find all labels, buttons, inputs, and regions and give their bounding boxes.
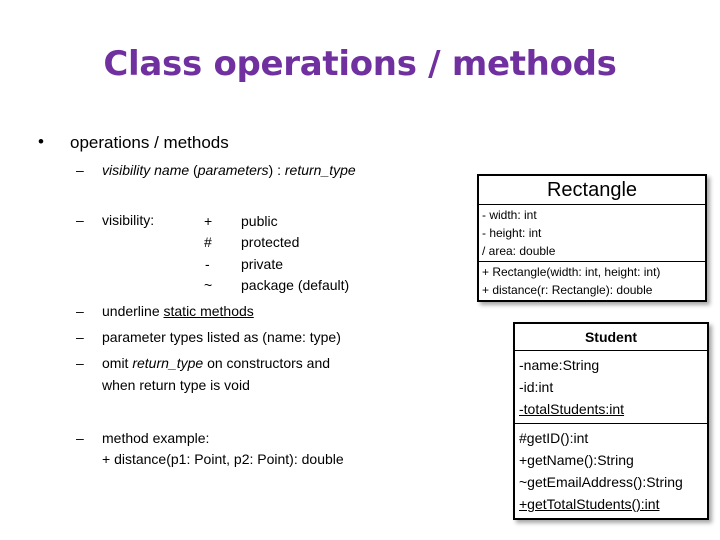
uml-class-name: Student	[584, 329, 638, 345]
syntax-visibility: visibility	[102, 162, 151, 178]
method-example-label: method example:	[102, 430, 210, 446]
bullet-marker: •	[38, 132, 44, 151]
syntax-name: name	[154, 162, 190, 178]
uml-attribute: - height: int	[482, 226, 542, 240]
slide-title: Class operations / methods	[103, 44, 617, 84]
uml-operation-static: +getTotalStudents():int	[519, 496, 660, 512]
uml-attribute: / area: double	[482, 244, 556, 258]
underline-line	[102, 303, 254, 319]
uml-attribute: -id:int	[519, 379, 554, 395]
uml-class-rectangle	[477, 174, 707, 302]
omit-prefix: omit	[102, 355, 129, 371]
vis-symbol-protected: #	[204, 234, 212, 250]
uml-class-name: Rectangle	[546, 179, 638, 201]
vis-symbol-public: +	[204, 213, 213, 229]
uml-operation: + distance(r: Rectangle): double	[482, 283, 653, 297]
omit-line	[102, 355, 330, 371]
syntax-open-paren: (	[193, 162, 198, 178]
vis-symbol-package: ~	[204, 277, 213, 293]
omit-return-type: return_type	[132, 355, 204, 371]
uml-attribute: -name:String	[519, 357, 600, 373]
dash-underline: –	[76, 303, 84, 319]
underline-static-methods: static methods	[163, 303, 254, 319]
visibility-label: visibility:	[102, 212, 155, 228]
vis-symbol-private: -	[205, 256, 210, 272]
dash-syntax: –	[76, 162, 84, 178]
omit-suffix: on constructors and	[207, 355, 331, 371]
dash-method-example: –	[76, 430, 84, 446]
uml-operations	[515, 423, 707, 518]
uml-attribute: - width: int	[482, 208, 537, 222]
uml-attributes	[515, 350, 707, 423]
syntax-parameters: parameters	[197, 162, 269, 178]
syntax-line	[102, 162, 356, 178]
uml-attributes	[479, 204, 705, 261]
syntax-return-type: return_type	[284, 162, 356, 178]
vis-meaning-private: private	[241, 256, 284, 272]
dash-visibility: –	[76, 212, 84, 228]
uml-operation: #getID():int	[519, 430, 589, 446]
vis-meaning-package: package (default)	[241, 277, 350, 293]
uml-operation: ~getEmailAddress():String	[519, 474, 683, 490]
omit-line-2: when return type is void	[102, 377, 250, 393]
uml-operation: +getName():String	[519, 452, 634, 468]
uml-operations	[479, 261, 705, 300]
vis-meaning-protected: protected	[241, 234, 300, 250]
underline-prefix: underline	[102, 303, 160, 319]
method-example-code: + distance(p1: Point, p2: Point): double	[102, 451, 344, 467]
syntax-colon: :	[277, 162, 281, 178]
uml-attribute-static: -totalStudents:int	[519, 401, 625, 417]
param-types-line: parameter types listed as (name: type)	[102, 329, 341, 345]
uml-class-student	[513, 322, 709, 520]
vis-meaning-public: public	[241, 213, 278, 229]
uml-operation: + Rectangle(width: int, height: int)	[482, 265, 661, 279]
syntax-close-paren: )	[268, 162, 274, 178]
dash-param-types: –	[76, 329, 84, 345]
dash-omit: –	[76, 355, 84, 371]
bullet-operations: operations / methods	[70, 133, 229, 152]
